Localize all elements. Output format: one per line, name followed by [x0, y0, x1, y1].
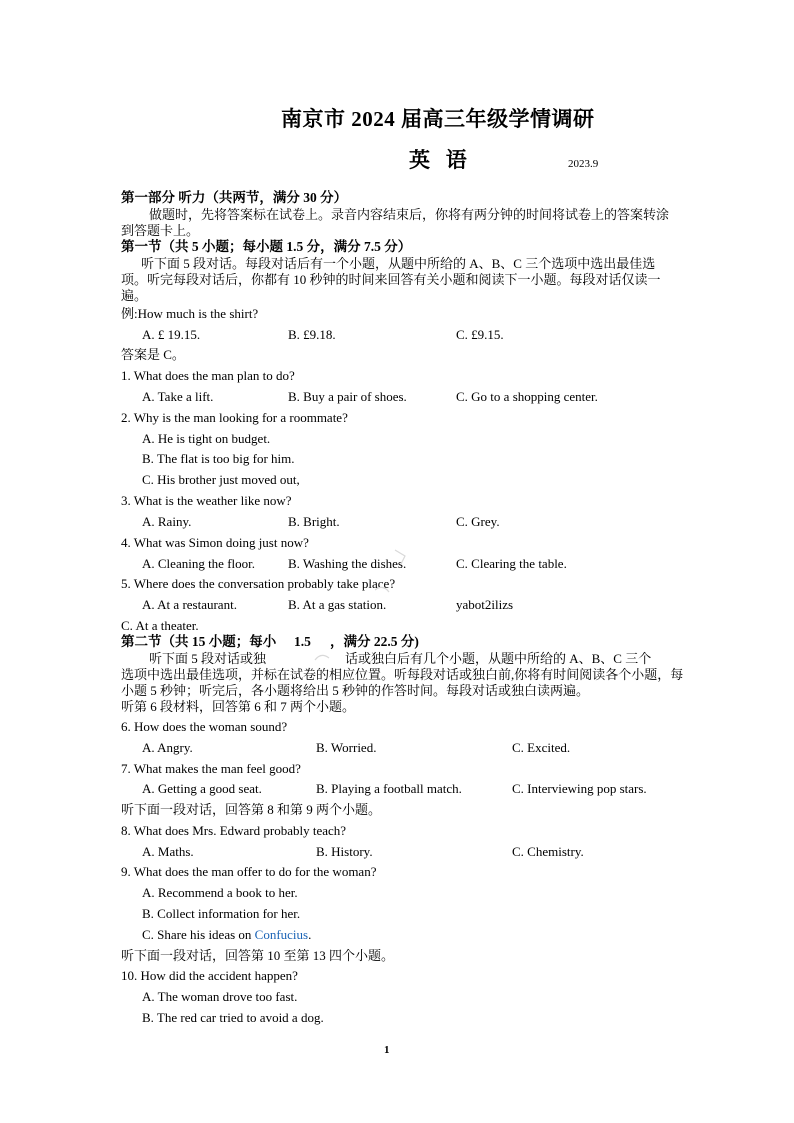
- q1-option-a: A. Take a lift.: [142, 389, 214, 404]
- q6-option-a: A. Angry.: [142, 740, 193, 755]
- q1-option-c: C. Go to a shopping center.: [456, 389, 598, 404]
- q5-option-b: B. At a gas station.: [288, 597, 387, 612]
- watermark-stroke: [290, 671, 298, 675]
- q5-option-c: C. At a theater.: [121, 618, 199, 633]
- example-option-b: B. £9.18.: [288, 327, 336, 342]
- q6-option-b: B. Worried.: [316, 740, 377, 755]
- q7-option-a: A. Getting a good seat.: [142, 781, 262, 796]
- q7-option-b: B. Playing a football match.: [316, 781, 462, 796]
- q8-option-a: A. Maths.: [142, 844, 194, 859]
- page-title: 南京市 2024 届高三年级学情调研: [281, 107, 595, 131]
- example-question: 例:How much is the shirt?: [121, 306, 259, 321]
- section2-heading-a: 第二节（共 15 小题；每小: [121, 634, 277, 649]
- q4-option-a: A. Cleaning the floor.: [142, 556, 256, 571]
- q9-option-c-text: C. Share his ideas on: [142, 927, 255, 942]
- q3-option-c: C. Grey.: [456, 514, 500, 529]
- q8-option-b: B. History.: [316, 844, 373, 859]
- section2-heading-c: ，满分 22.5 分): [330, 634, 419, 649]
- watermark-stroke: [315, 655, 329, 660]
- q4-option-c: C. Clearing the table.: [456, 556, 567, 571]
- q7-option-c: C. Interviewing pop stars.: [512, 781, 647, 796]
- watermark-stroke: [395, 550, 405, 564]
- exam-date: 2023.9: [568, 158, 599, 170]
- section1-heading: 第一节（共 5 小题；每小题 1.5 分，满分 7.5 分）: [121, 239, 412, 254]
- question-6: 6. How does the woman sound?: [121, 719, 288, 734]
- question-3: 3. What is the weather like now?: [121, 493, 292, 508]
- section2-intro-a: 听下面 5 段对话或独: [149, 651, 267, 666]
- question-9: 9. What does the man offer to do for the woman?: [121, 864, 377, 879]
- page-number: 1: [384, 1044, 390, 1056]
- q9-option-c: [142, 927, 311, 943]
- section2-heading-b: 1.5: [294, 634, 311, 649]
- example-answer: 答案是 C。: [121, 347, 185, 362]
- lead-8: 听下面一段对话，回答第 8 和第 9 两个小题。: [121, 802, 382, 817]
- lead-6: 听第 6 段材料，回答第 6 和 7 两个小题。: [121, 699, 356, 714]
- q3-option-b: B. Bright.: [288, 514, 340, 529]
- section2-intro-b: 话或独白后有几个小题，从题中所给的 A、B、C 三个: [345, 651, 652, 666]
- q8-option-c: C. Chemistry.: [512, 844, 584, 859]
- q2-option-a: A. He is tight on budget.: [142, 431, 271, 446]
- question-2: 2. Why is the man looking for a roommate?: [121, 410, 348, 425]
- q3-option-a: A. Rainy.: [142, 514, 192, 529]
- question-10: 10. How did the accident happen?: [121, 968, 298, 983]
- q4-option-b: B. Washing the dishes.: [288, 556, 407, 571]
- q2-option-b: B. The flat is too big for him.: [142, 451, 295, 466]
- section2-intro-rest: 选项中选出最佳选项，并标在试卷的相应位置。听每段对话或独白前,你将有时间阅读各个小题，每小题 5 秒钟；听完后，各小题将给出 5 秒钟的作答时间。每段对话或独白读两遍。: [121, 667, 684, 698]
- question-7: 7. What makes the man feel good?: [121, 761, 301, 776]
- watermark-stroke: [375, 587, 389, 592]
- watermark-graphic: [255, 520, 435, 690]
- question-8: 8. What does Mrs. Edward probably teach?: [121, 823, 347, 838]
- q9-option-a: A. Recommend a book to her.: [142, 885, 298, 900]
- q1-option-b: B. Buy a pair of shoes.: [288, 389, 407, 404]
- subject-title: 英 语: [409, 148, 467, 172]
- lead-10: 听下面一段对话，回答第 10 至第 13 四个小题。: [121, 948, 395, 963]
- q5-stray-text: yabot2ilizs: [456, 597, 514, 612]
- question-5: 5. Where does the conversation probably take place?: [121, 576, 396, 591]
- q10-option-a: A. The woman drove too fast.: [142, 989, 298, 1004]
- q10-option-b: B. The red car tried to avoid a dog.: [142, 1010, 324, 1025]
- question-1: 1. What does the man plan to do?: [121, 368, 295, 383]
- q6-option-c: C. Excited.: [512, 740, 571, 755]
- q2-option-c: C. His brother just moved out,: [142, 472, 300, 487]
- example-option-a: A. £ 19.15.: [142, 327, 201, 342]
- confucius-link[interactable]: Confucius: [254, 927, 309, 942]
- q9-option-c-end: .: [308, 927, 312, 942]
- section1-intro: 听下面 5 段对话。每段对话后有一个小题，从题中所给的 A、B、C 三个选项中选出最佳选项。听完每段对话后，你都有 10 秒钟的时间来回答有关小题和阅读下一小题。每段对话仅读一遍。: [121, 256, 661, 303]
- example-option-c: C. £9.15.: [456, 327, 504, 342]
- question-4: 4. What was Simon doing just now?: [121, 535, 309, 550]
- part1-heading: 第一部分 听力（共两节，满分 30 分）: [121, 190, 348, 205]
- part1-intro: 做题时，先将答案标在试卷上。录音内容结束后，你将有两分钟的时间将试卷上的答案转涂到答题卡上。: [121, 207, 670, 238]
- q5-option-a: A. At a restaurant.: [142, 597, 237, 612]
- q9-option-b: B. Collect information for her.: [142, 906, 301, 921]
